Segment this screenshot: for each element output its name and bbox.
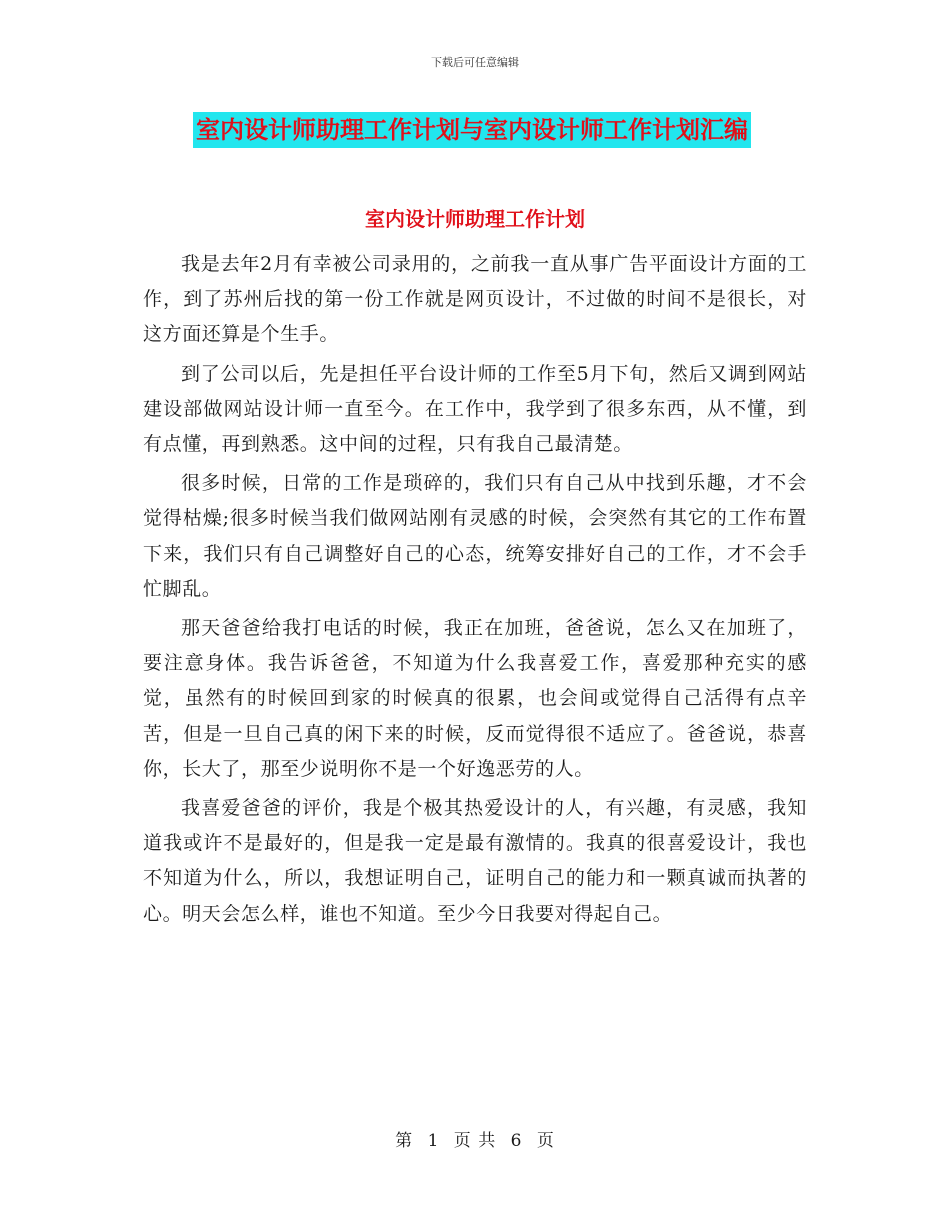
page-header-note: 下载后可任意编辑 [431, 56, 519, 69]
paragraph: 我是去年2月有幸被公司录用的，之前我一直从事广告平面设计方面的工作，到了苏州后找的第一份工作就是网页设计，不过做的时间不是很长，对这方面还算是个生手。 [143, 253, 807, 346]
footer-suffix: 页 [536, 1131, 555, 1151]
paragraph: 到了公司以后，先是担任平台设计师的工作至5月下旬，然后又调到网站建设部做网站设计师一直至今。在工作中，我学到了很多东西，从不懂，到有点懂，再到熟悉。这中间的过程，只有我自己最清楚。 [143, 362, 807, 456]
section-title: 室内设计师助理工作计划 [365, 207, 585, 231]
paragraph: 很多时候，日常的工作是琐碎的，我们只有自己从中找到乐趣，才不会觉得枯燥;很多时候当我们做网站刚有灵感的时候，会突然有其它的工作布置下来，我们只有自己调整好自己的心态，统筹安排好自己的工作，才不会手忙脚乱。 [143, 472, 807, 600]
document-body [143, 247, 807, 936]
page-footer [0, 1126, 950, 1151]
document-title: 室内设计师助理工作计划与室内设计师工作计划汇编 [193, 112, 751, 148]
paragraph: 我喜爱爸爸的评价，我是个极其热爱设计的人，有兴趣，有灵感，我知道我或许不是最好的，但是我一定是最有激情的。我真的很喜爱设计，我也不知道为什么，所以，我想证明自己，证明自己的能力和一颗真诚而执著的心。明天会怎么样，谁也不知道。至少今日我要对得起自己。 [143, 797, 807, 925]
footer-middle: 页 共 [453, 1131, 497, 1151]
paragraph: 那天爸爸给我打电话的时候，我正在加班，爸爸说，怎么又在加班了，要注意身体。我告诉爸爸，不知道为什么我喜爱工作，喜爱那种充实的感觉，虽然有的时候回到家的时候真的很累，也会间或觉得自己活得有点辛苦，但是一旦自己真的闲下来的时候，反而觉得很不适应了。爸爸说，恭喜你，长大了，那至少说明你不是一个好逸恶劳的人。 [143, 617, 807, 780]
total-pages-number: 6 [510, 1131, 523, 1151]
footer-prefix: 第 [395, 1131, 414, 1151]
current-page-number: 1 [427, 1131, 440, 1151]
